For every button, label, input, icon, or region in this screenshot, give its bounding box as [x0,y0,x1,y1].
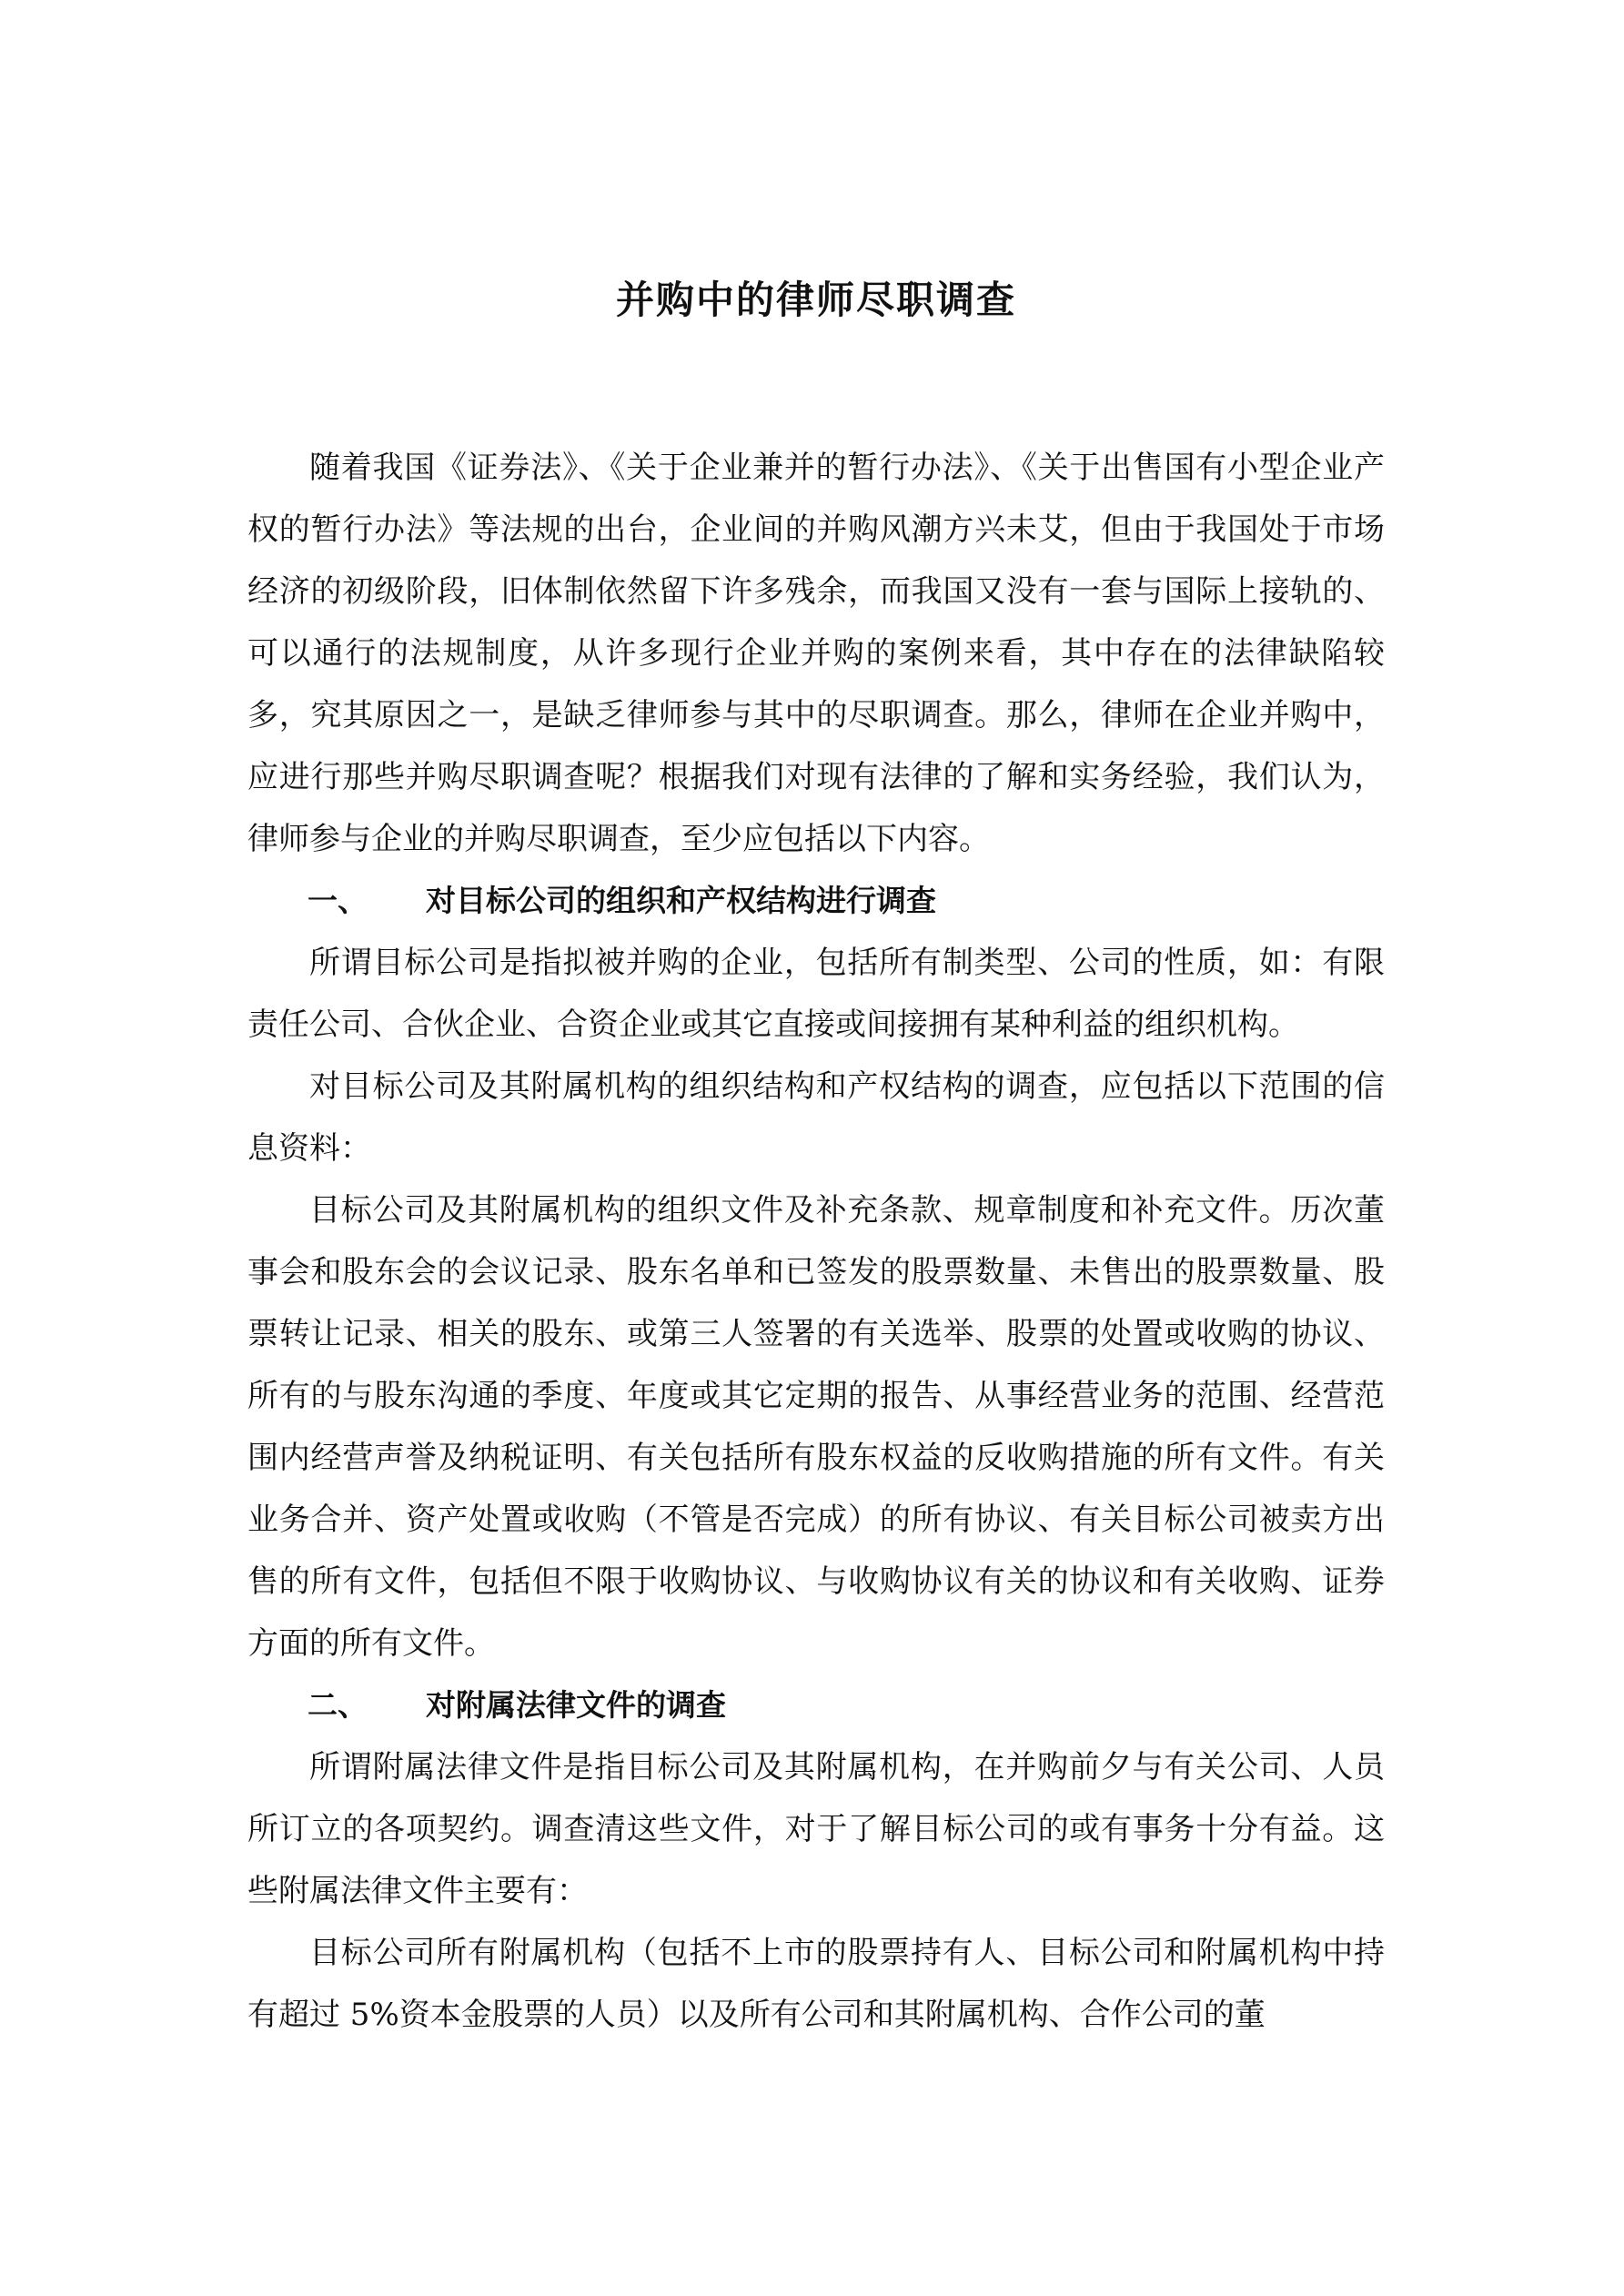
intro-paragraph: 随着我国《证券法》、《关于企业兼并的暂行办法》、《关于出售国有小型企业产权的暂行办法》等法规的出台，企业间的并购风潮方兴未艾，但由于我国处于市场经济的初级阶段，旧体制依然留下许多残余，而我国又没有一套与国际上接轨的、可以通行的法规制度，从许多现行企业并购的案例来看，其中存在的法律缺陷较多，究其原因之一，是缺乏律师参与其中的尽职调查。那么，律师在企业并购中，应进行那些并购尽职调查呢？根据我们对现有法律的了解和实务经验，我们认为，律师参与企业的并购尽职调查，至少应包括以下内容。 [247,450,1385,857]
section-2-heading [247,1674,1385,1736]
section-2-number: 二、 [308,1687,368,1723]
section-2-paragraph-1: 所谓附属法律文件是指目标公司及其附属机构，在并购前夕与有关公司、人员所订立的各项契约。调查清这些文件，对于了解目标公司的或有事务十分有益。这些附属法律文件主要有： [247,1749,1385,1909]
section-2-paragraph-2: 目标公司所有附属机构（包括不上市的股票持有人、目标公司和附属机构中持有超过 5%资本金股票的人员）以及所有公司和其附属机构、合作公司的董 [247,1935,1385,2033]
section-1-paragraph-1: 所谓目标公司是指拟被并购的企业，包括所有制类型、公司的性质，如：有限责任公司、合伙企业、合资企业或其它直接或间接拥有某种利益的组织机构。 [247,945,1385,1043]
section-1-heading [247,870,1385,932]
section-1-number: 一、 [308,883,368,918]
section-1-paragraph-3: 目标公司及其附属机构的组织文件及补充条款、规章制度和补充文件。历次董事会和股东会的会议记录、股东名单和已签发的股票数量、未售出的股票数量、股票转让记录、相关的股东、或第三人签署的有关选举、股票的处置或收购的协议、所有的与股东沟通的季度、年度或其它定期的报告、从事经营业务的范围、经营范围内经营声誉及纳税证明、有关包括所有股东权益的反收购措施的所有文件。有关业务合并、资产处置或收购（不管是否完成）的所有协议、有关目标公司被卖方出售的所有文件，包括但不限于收购协议、与收购协议有关的协议和有关收购、证券方面的所有文件。 [247,1192,1385,1662]
section-2-title: 对附属法律文件的调查 [426,1687,726,1723]
document-body [247,273,1385,2046]
section-1-title: 对目标公司的组织和产权结构进行调查 [426,883,936,918]
document-title: 并购中的律师尽职调查 [615,278,1016,322]
section-1-paragraph-2: 对目标公司及其附属机构的组织结构和产权结构的调查，应包括以下范围的信息资料： [247,1068,1385,1167]
